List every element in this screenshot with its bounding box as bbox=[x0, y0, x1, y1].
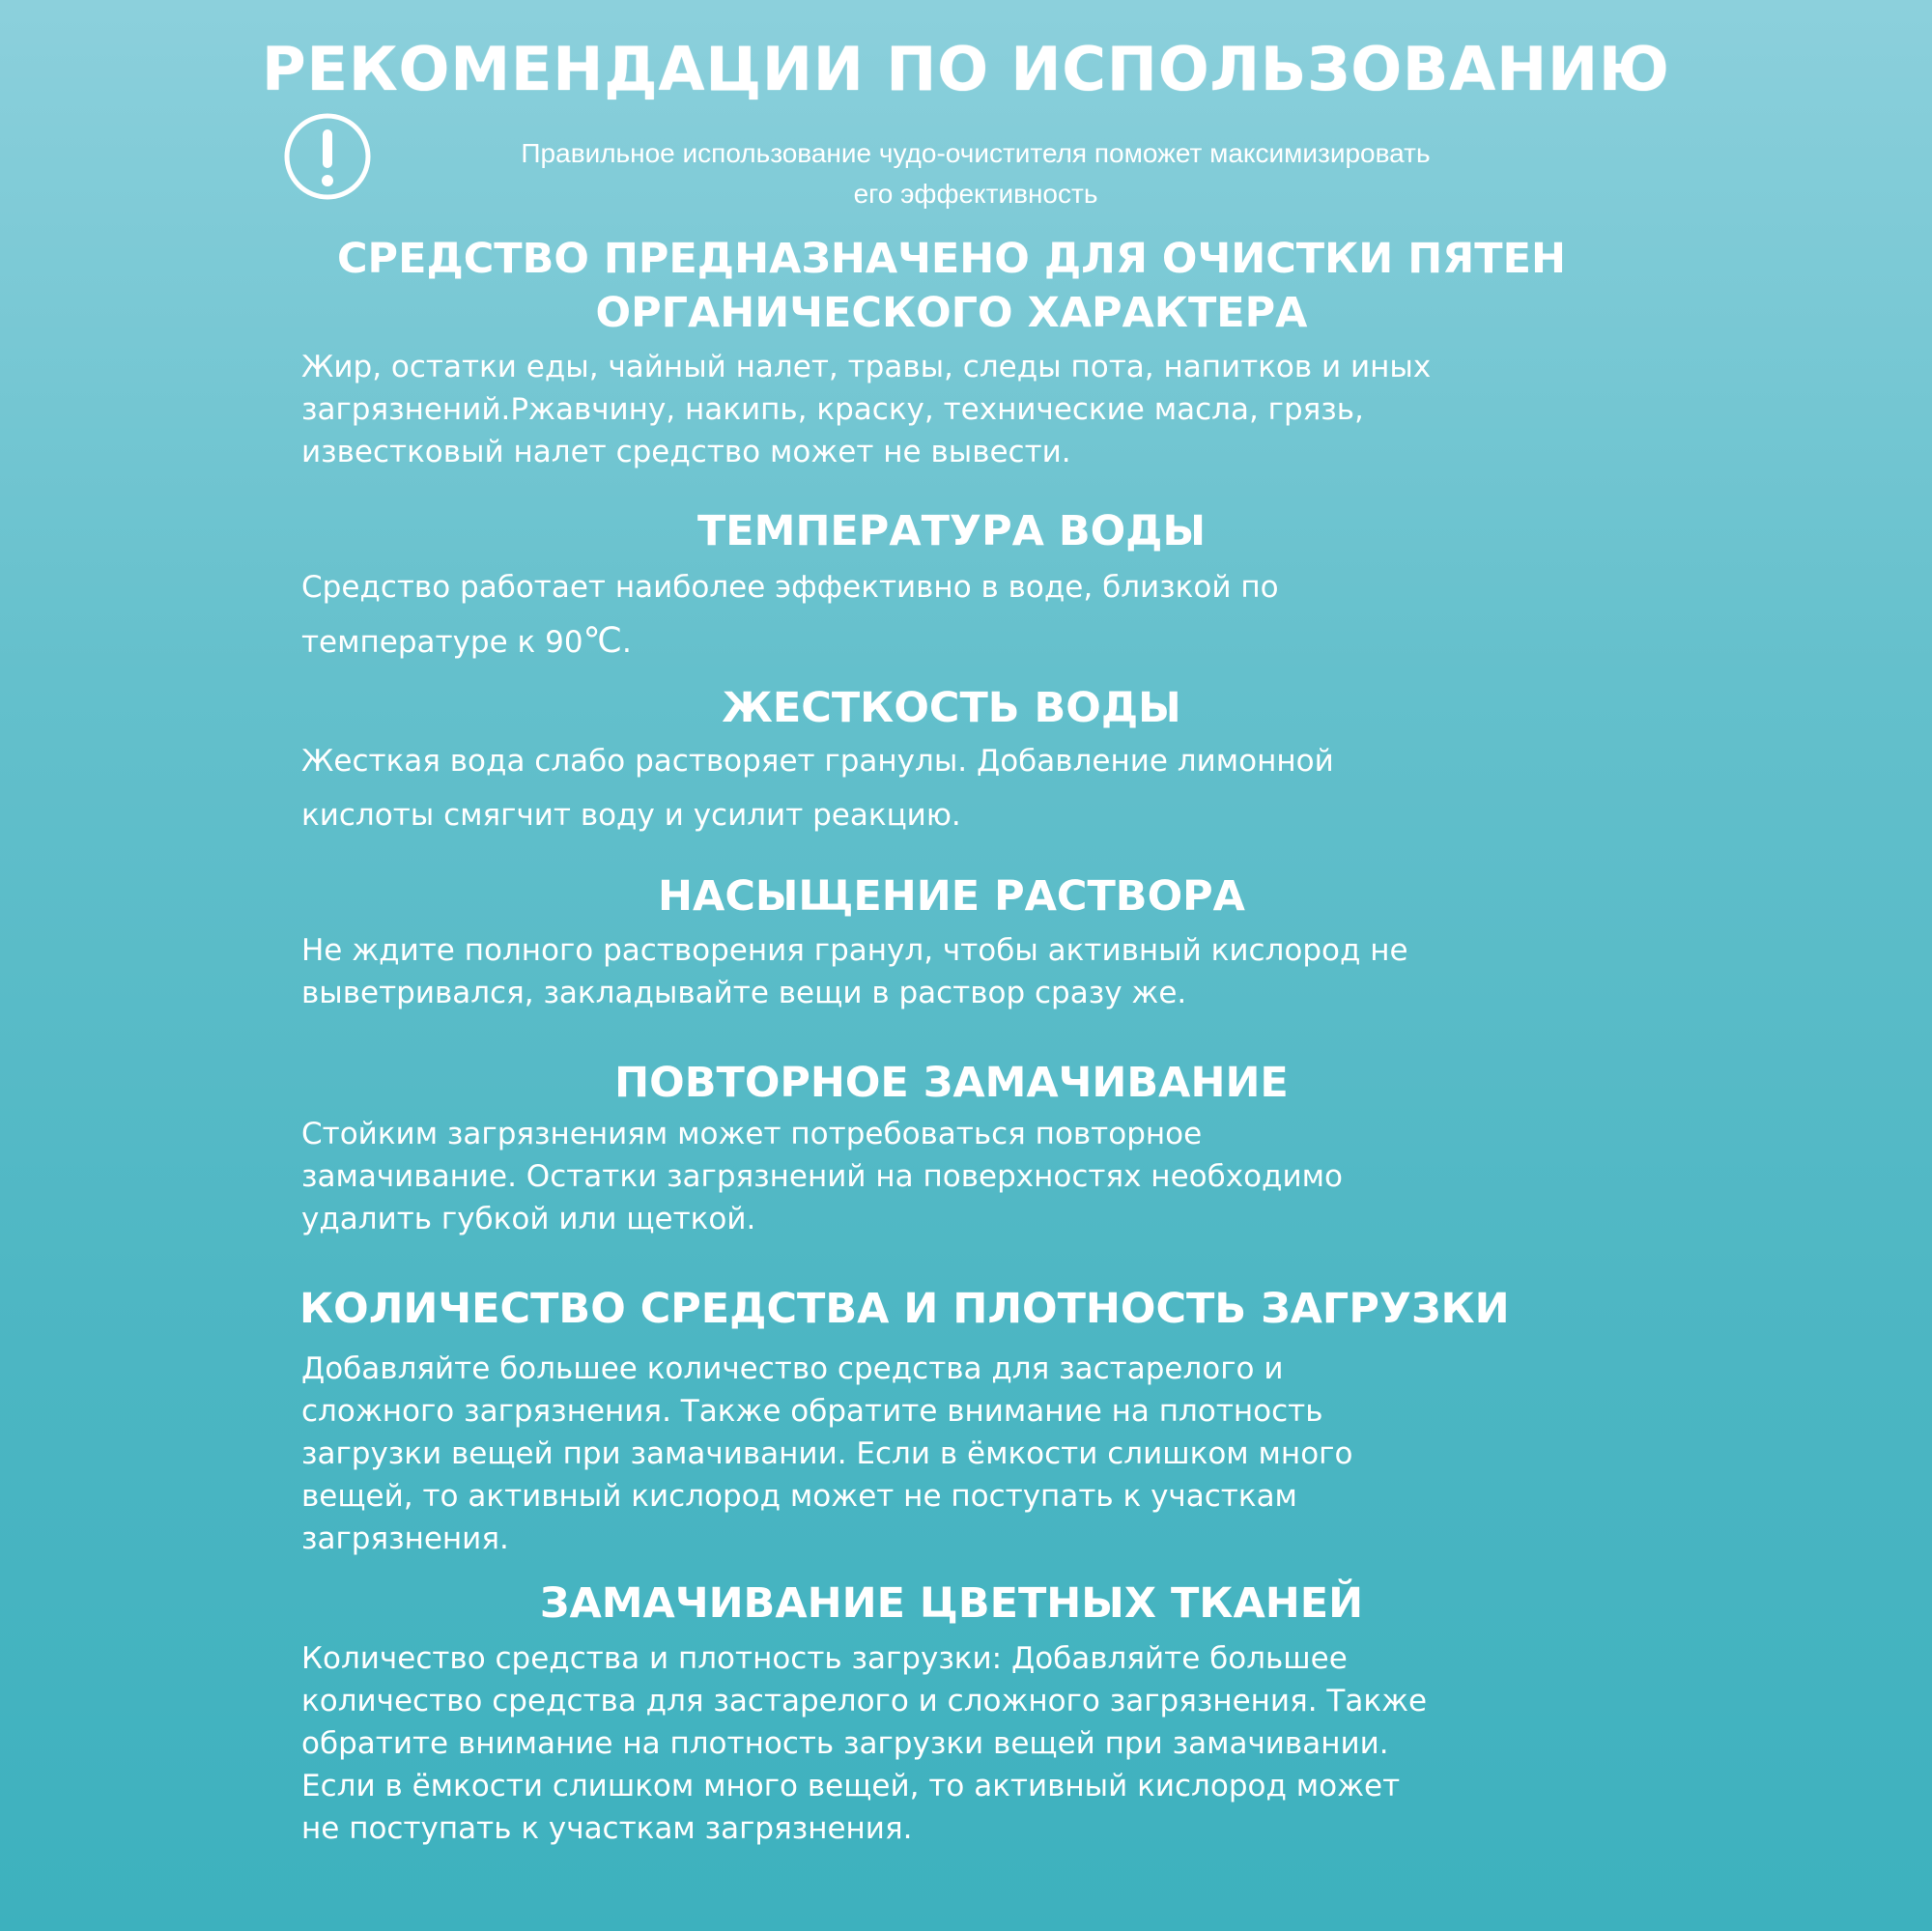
body-line: обратите внимание на плотность загрузки вещей при замачивании. bbox=[301, 1726, 1389, 1761]
section-heading: ЖЕСТКОСТЬ ВОДЫ bbox=[722, 684, 1181, 732]
body-line: замачивание. Остатки загрязнений на поверхностях необходимо bbox=[301, 1159, 1343, 1194]
body-line: сложного загрязнения. Также обратите внимание на плотность bbox=[301, 1394, 1323, 1429]
body-line: Если в ёмкости слишком много вещей, то активный кислород может bbox=[301, 1769, 1401, 1803]
section-body bbox=[301, 560, 1712, 669]
body-line: вещей, то активный кислород может не поступать к участкам bbox=[301, 1479, 1297, 1514]
heading-line: ОРГАНИЧЕСКОГО ХАРАКТЕРА bbox=[595, 289, 1308, 337]
body-line: известковый налет средство может не вывести. bbox=[301, 435, 1071, 469]
section-body bbox=[301, 346, 1712, 473]
body-line: загрязнения. bbox=[301, 1521, 509, 1556]
body-line: Жир, остатки еды, чайный налет, травы, следы пота, напитков и иных bbox=[301, 350, 1432, 384]
section-heading: ПОВТОРНОЕ ЗАМАЧИВАНИЕ bbox=[614, 1059, 1289, 1107]
page-title: РЕКОМЕНДАЦИИ ПО ИСПОЛЬЗОВАНИЮ bbox=[262, 34, 1670, 104]
body-line: Жесткая вода слабо растворяет гранулы. Добавление лимонной bbox=[301, 744, 1334, 779]
section-body bbox=[301, 734, 1712, 842]
body-line: Не ждите полного растворения гранул, чтобы активный кислород не bbox=[301, 933, 1408, 968]
section-heading bbox=[0, 232, 1903, 340]
section-body bbox=[301, 929, 1712, 1014]
body-line: Средство работает наиболее эффективно в воде, близкой по bbox=[301, 570, 1279, 605]
notice-line: его эффективность bbox=[853, 179, 1098, 209]
section-heading: НАСЫЩЕНИЕ РАСТВОРА bbox=[658, 872, 1245, 921]
body-line bbox=[301, 614, 1712, 669]
section-body bbox=[301, 1348, 1712, 1560]
heading-line: СРЕДСТВО ПРЕДНАЗНАЧЕНО ДЛЯ ОЧИСТКИ ПЯТЕН bbox=[337, 235, 1566, 283]
unit-suffix: . bbox=[622, 625, 632, 660]
notice-line: Правильное использование чудо-очистителя поможет максимизировать bbox=[521, 138, 1431, 168]
body-line: Добавляйте большее количество средства для застарелого и bbox=[301, 1351, 1284, 1386]
section-heading: КОЛИЧЕСТВО СРЕДСТВА И ПЛОТНОСТЬ ЗАГРУЗКИ bbox=[299, 1285, 1510, 1333]
notice-text bbox=[348, 133, 1604, 214]
body-line: Стойким загрязнениям может потребоваться повторное bbox=[301, 1117, 1203, 1151]
body-line: не поступать к участкам загрязнения. bbox=[301, 1811, 913, 1846]
section-body bbox=[301, 1637, 1712, 1850]
body-line: выветривался, закладывайте вещи в раствор сразу же. bbox=[301, 976, 1187, 1010]
body-line: Количество средства и плотность загрузки: Добавляйте большее bbox=[301, 1641, 1348, 1676]
body-line: загрузки вещей при замачивании. Если в ёмкости слишком много bbox=[301, 1436, 1353, 1471]
section-heading: ЗАМАЧИВАНИЕ ЦВЕТНЫХ ТКАНЕЙ bbox=[539, 1579, 1364, 1628]
section-heading: ТЕМПЕРАТУРА ВОДЫ bbox=[696, 507, 1207, 555]
body-line: удалить губкой или щеткой. bbox=[301, 1202, 756, 1236]
body-text-span: температуре к 90 bbox=[301, 625, 583, 660]
section-body bbox=[301, 1113, 1712, 1240]
body-line: загрязнений.Ржавчину, накипь, краску, технические масла, грязь, bbox=[301, 392, 1364, 427]
celsius-unit: ℃ bbox=[582, 621, 623, 661]
body-line: количество средства для застарелого и сложного загрязнения. Также bbox=[301, 1684, 1428, 1718]
body-line: кислоты смягчит воду и усилит реакцию. bbox=[301, 798, 961, 833]
